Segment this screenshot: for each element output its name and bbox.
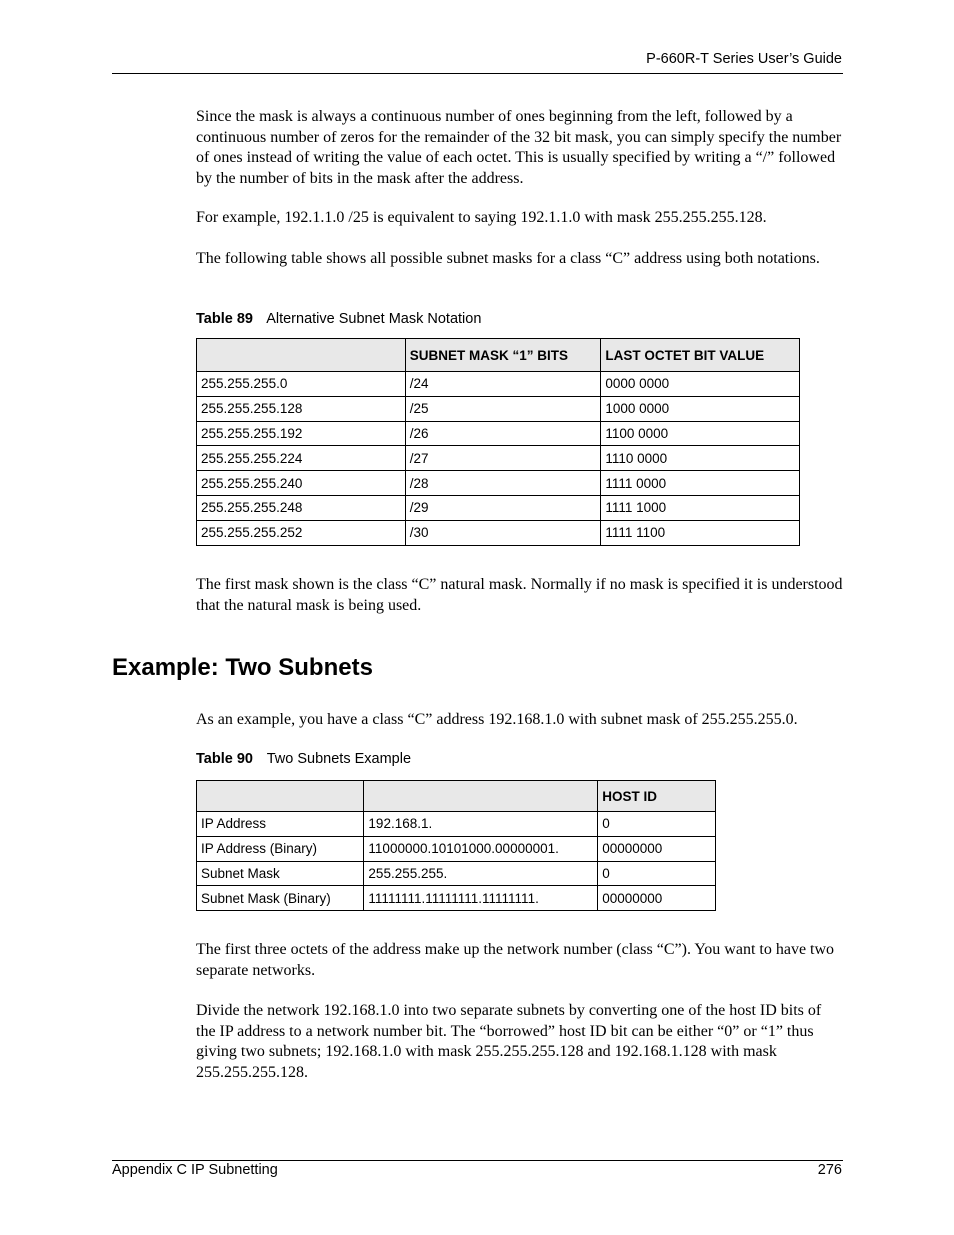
paragraph-example: For example, 192.1.1.0 /25 is equivalent to saying 192.1.1.0 with mask 255.255.255.128. [196,209,767,226]
table-row [197,520,800,545]
table-cell: /26 [405,421,601,446]
table-header-cell: LAST OCTET BIT VALUE [601,339,800,372]
table-header-cell [364,781,598,812]
paragraph-mask-notation: Since the mask is always a continuous number of ones beginning from the left, followed by a continuous number of zeros for the remainder of the 32 bit mask, you can simply specify the number of ones instead of writing the value of each octet. This is usually specified by writing a “/” followed by the number of bits in the mask after the address. [196,108,842,187]
table-cell: 11000000.10101000.00000001. [364,836,598,861]
table-header-cell: SUBNET MASK “1” BITS [405,339,601,372]
table-cell: 1110 0000 [601,446,800,471]
footer-chapter: Appendix C IP Subnetting [112,1162,278,1178]
table-cell: /24 [405,372,601,397]
table-cell: 255.255.255.248 [197,495,406,520]
paragraph-natural-mask: The first mask shown is the class “C” natural mask. Normally if no mask is specified it is understood that the natural mask is being used. [196,576,843,614]
table-cell: /29 [405,495,601,520]
paragraph-table-intro: The following table shows all possible subnet masks for a class “C” address using both notations. [196,250,820,267]
paragraph-network-number: The first three octets of the address make up the network number (class “C”). You want to have two separate networks. [196,941,835,979]
table-header-cell [197,339,406,372]
table-cell: Subnet Mask (Binary) [197,886,364,911]
table-cell: 00000000 [598,836,716,861]
table-cell: 0 [598,812,716,837]
table-cell: 0000 0000 [601,372,800,397]
table-cell: 1000 0000 [601,396,800,421]
table-90-number: Table 90 [196,751,253,767]
table-cell: IP Address (Binary) [197,836,364,861]
table-cell: 1100 0000 [601,421,800,446]
table-cell: 255.255.255.240 [197,471,406,496]
table-cell: 1111 1000 [601,495,800,520]
table-cell: 255.255.255.192 [197,421,406,446]
section-heading: Example: Two Subnets [112,654,373,681]
table-cell: 00000000 [598,886,716,911]
table-row [197,421,800,446]
table-90-title: Two Subnets Example [266,751,412,767]
footer-rule [112,1160,843,1161]
header-rule [112,73,843,74]
table-cell: 0 [598,861,716,886]
table-cell: 255.255.255.252 [197,520,406,545]
table-row [197,836,716,861]
table-cell: 255.255.255.0 [197,372,406,397]
table-cell: /27 [405,446,601,471]
table-89-title: Alternative Subnet Mask Notation [266,311,482,327]
table-89-caption [196,311,481,327]
table-row [197,495,800,520]
table-89-number: Table 89 [196,311,253,327]
table-row [197,812,716,837]
table-cell: Subnet Mask [197,861,364,886]
table-cell: IP Address [197,812,364,837]
table-header-cell [197,781,364,812]
table-cell: /28 [405,471,601,496]
table-cell: /30 [405,520,601,545]
table-cell: 11111111.11111111.11111111. [364,886,598,911]
table-subnet-mask-notation [196,338,800,546]
table-header-cell: HOST ID [598,781,716,812]
table-row [197,861,716,886]
paragraph-divide-network: Divide the network 192.168.1.0 into two separate subnets by converting one of the host ID bits of the IP address to a network number bit. The “borrowed” host ID bit can be either “0” or “1” thus giving two subnets; 192.168.1.0 with mask 255.255.255.128 and 192.168.1.128 with mask 255.255.255.128. [196,1002,822,1081]
table-row [197,396,800,421]
table-90-caption [196,751,411,767]
page-number: 276 [817,1162,842,1178]
table-cell: 192.168.1. [364,812,598,837]
table-cell: 255.255.255. [364,861,598,886]
table-cell: 1111 0000 [601,471,800,496]
table-cell: 255.255.255.128 [197,396,406,421]
running-header: P-660R-T Series User’s Guide [646,51,842,67]
paragraph-two-subnets-intro: As an example, you have a class “C” address 192.168.1.0 with subnet mask of 255.255.255.0. [196,711,798,728]
table-cell: /25 [405,396,601,421]
table-header-row [197,781,716,812]
table-cell: 255.255.255.224 [197,446,406,471]
table-cell: 1111 1100 [601,520,800,545]
table-row [197,886,716,911]
table-header-row [197,339,800,372]
table-two-subnets [196,780,716,911]
table-row [197,446,800,471]
table-row [197,372,800,397]
table-row [197,471,800,496]
